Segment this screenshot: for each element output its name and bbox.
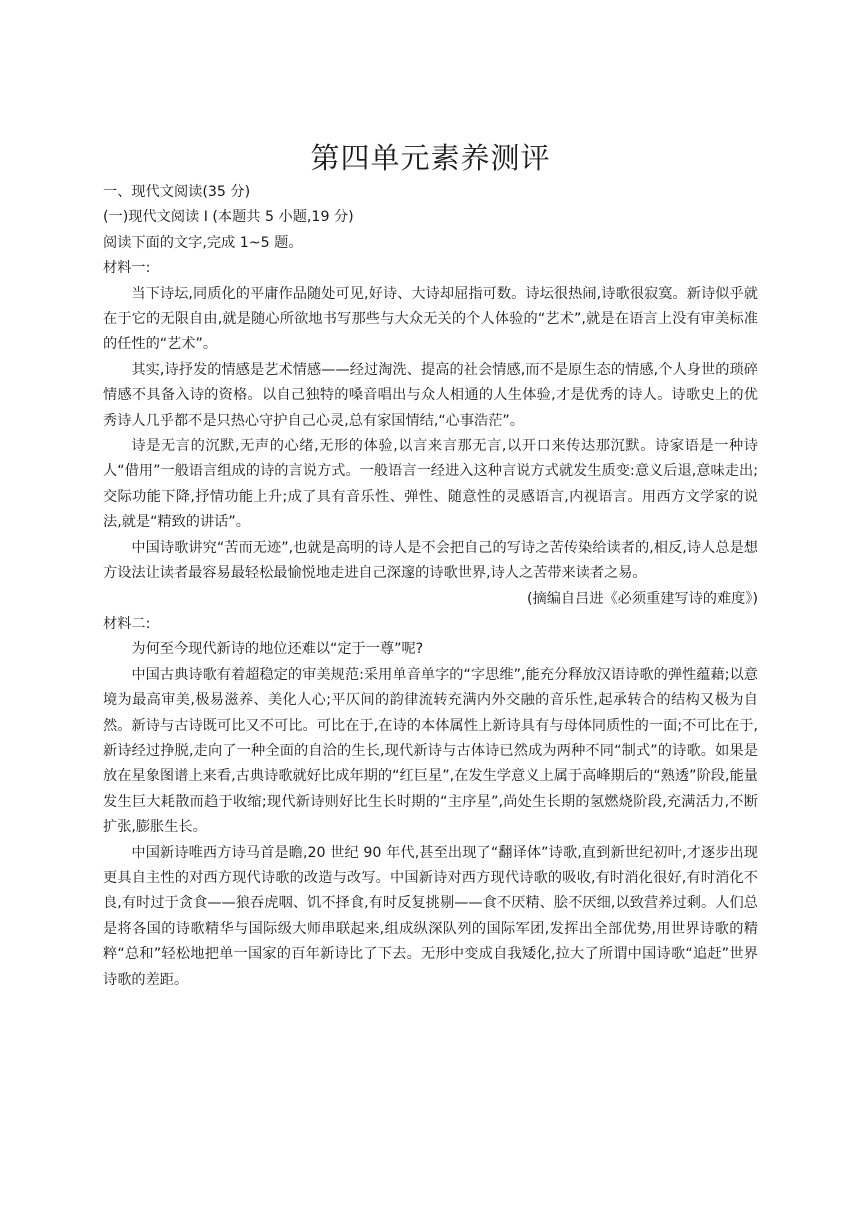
material-one-paragraph-3: 诗是无言的沉默,无声的心绪,无形的体验,以言来言那无言,以开口来传达那沉默。诗家语是一种诗人“借用”一般语言组成的诗的言说方式。一般语言一经进入这种言说方式就发生质变:意义后退,意味走出;交际功能下降,抒情功能上升;成了具有音乐性、弹性、随意性的灵感语言,内视语言。用西方文学家的说法,就是“精致的讲话”。 [103,438,758,531]
page-title: 第四单元素养测评 [310,141,551,175]
material-two-label: 材料二: [103,615,151,632]
material-one-source: (摘编自吕进《必须重建写诗的难度》) [527,590,758,607]
material-one-paragraph-2: 其实,诗抒发的情感是艺术情感——经过淘洗、提高的社会情感,而不是原生态的情感,个人身世的琐碎情感不具备入诗的资格。以自己独特的嗓音唱出与众人相通的人生体验,才是优秀的诗人。诗歌史上的优秀诗人几乎都不是只热心守护自己心灵,总有家国情结,“心事浩茫”。 [103,361,758,429]
material-two-paragraph-3: 中国新诗唯西方诗马首是瞻,20 世纪 90 年代,甚至出现了“翻译体”诗歌,直到新世纪初叶,才逐步出现更具自主性的对西方现代诗歌的改造与改写。中国新诗对西方现代诗歌的吸收,有时消化很好,有时消化不良,有时过于贪食——狼吞虎咽、饥不择食,有时反复挑剔——食不厌精、脍不厌细,以致营养过剩。人们总是将各国的诗歌精华与国际级大师串联起来,组成纵深队列的国际军团,发挥出全部优势,用世界诗歌的精粹“总和”轻松地把单一国家的百年新诗比了下去。无形中变成自我矮化,拉大了所谓中国诗歌“追赶”世界诗歌的差距。 [103,844,758,988]
material-one-paragraph-4: 中国诗歌讲究“苦而无迹”,也就是高明的诗人是不会把自己的写诗之苦传染给读者的,相反,诗人总是想方设法让读者最容易最轻松最愉悦地走进自己深邃的诗歌世界,诗人之苦带来读者之易。 [103,539,758,582]
material-one-label: 材料一: [103,260,151,277]
document-body [103,180,758,993]
material-two-paragraph-1: 为何至今现代新诗的地位还难以“定于一尊”呢? [131,641,424,658]
material-one-paragraph-1: 当下诗坛,同质化的平庸作品随处可见,好诗、大诗却屈指可数。诗坛很热闹,诗歌很寂寞。新诗似乎就在于它的无限自由,就是随心所欲地书写那些与大众无关的个人体验的“艺术”,就是在语言上没有审美标准的任性的“艺术”。 [103,285,758,353]
section-heading: 一、现代文阅读(35 分) [103,184,251,200]
instruction-text: 阅读下面的文字,完成 1~5 题。 [103,234,303,251]
material-two-paragraph-2: 中国古典诗歌有着超稳定的审美规范:采用单音单字的“字思维”,能充分释放汉语诗歌的弹性蕴藉;以意境为最高审美,极易滋养、美化人心;平仄间的韵律流转充满内外交融的音乐性,起承转合的结构又极为自然。新诗与古诗既可比又不可比。可比在于,在诗的本体属性上新诗具有与母体同质性的一面;不可比在于,新诗经过挣脱,走向了一种全面的自洽的生长,现代新诗与古体诗已然成为两种不同“制式”的诗歌。如果是放在星象图谱上来看,古典诗歌就好比成年期的“红巨星”,在发生学意义上属于高峰期后的“熟透”阶段,能量发生巨大耗散而趋于收缩;现代新诗则好比生长时期的“主序星”,尚处生长期的氢燃烧阶段,充满活力,不断扩张,膨胀生长。 [103,666,758,836]
subsection-heading: (一)现代文阅读 I (本题共 5 小题,19 分) [103,209,354,226]
